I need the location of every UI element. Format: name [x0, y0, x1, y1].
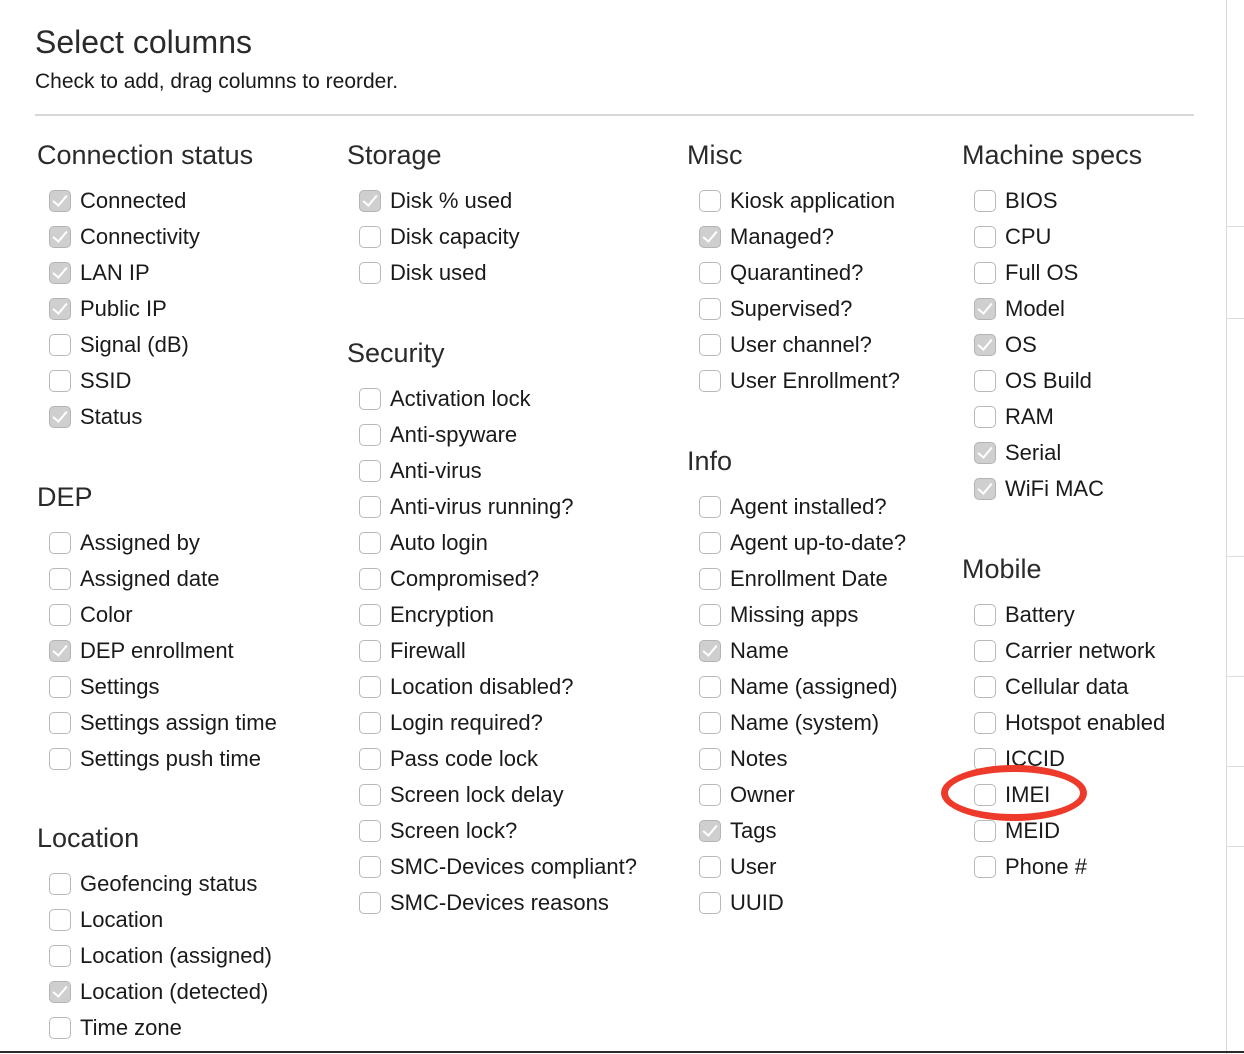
- checkbox[interactable]: [49, 981, 71, 1003]
- column-option-compromised[interactable]: [359, 561, 637, 597]
- checkbox[interactable]: [974, 478, 996, 500]
- checkbox[interactable]: [49, 370, 71, 392]
- group-mobile: [962, 552, 1166, 879]
- checkbox[interactable]: [699, 298, 721, 320]
- column-option-label: Pass code lock: [390, 746, 538, 771]
- checkbox[interactable]: [974, 298, 996, 320]
- checkbox[interactable]: [49, 334, 71, 356]
- column-option-disk-used[interactable]: [359, 183, 520, 219]
- checkbox[interactable]: [974, 784, 996, 806]
- checkbox[interactable]: [359, 892, 381, 914]
- column-option-label: Name (system): [730, 710, 880, 735]
- checkbox[interactable]: [359, 784, 381, 806]
- panel-divider: [1227, 676, 1244, 677]
- checkbox[interactable]: [49, 873, 71, 895]
- column-option-user-channel[interactable]: [699, 327, 900, 363]
- column-option-label: Notes: [730, 746, 788, 771]
- column-option-signal-db[interactable]: [49, 327, 200, 363]
- dialog-title: Select columns: [35, 24, 252, 60]
- checkbox[interactable]: [974, 262, 996, 284]
- checkbox[interactable]: [49, 190, 71, 212]
- checkbox[interactable]: [699, 856, 721, 878]
- checkbox[interactable]: [49, 748, 71, 770]
- column-option-dep-enrollment[interactable]: [49, 633, 277, 669]
- column-option-label: Activation lock: [390, 386, 531, 411]
- column-list: [699, 489, 906, 921]
- column-option-label: Owner: [730, 782, 795, 807]
- column-list: [974, 597, 1165, 885]
- group-title: Connection status: [37, 140, 254, 170]
- column-option-wifi-mac[interactable]: [974, 471, 1104, 507]
- column-option-assigned-date[interactable]: [49, 561, 277, 597]
- column-option-cpu[interactable]: [974, 219, 1104, 255]
- group-storage: [347, 138, 520, 285]
- column-option-smc-devices-reasons[interactable]: [359, 885, 637, 921]
- column-option-label: Carrier network: [1005, 638, 1156, 663]
- checkbox[interactable]: [49, 604, 71, 626]
- column-option-agent-up-to-date[interactable]: [699, 525, 906, 561]
- column-option-os[interactable]: [974, 327, 1104, 363]
- column-option-label: Geofencing status: [80, 871, 258, 896]
- column-option-label: Login required?: [390, 710, 543, 735]
- column-option-label: MEID: [1005, 818, 1060, 843]
- column-option-anti-spyware[interactable]: [359, 417, 637, 453]
- group-title: Misc: [687, 140, 743, 170]
- checkbox[interactable]: [49, 640, 71, 662]
- column-option-pass-code-lock[interactable]: [359, 741, 637, 777]
- column-option-notes[interactable]: [699, 741, 906, 777]
- column-option-connectivity[interactable]: [49, 219, 200, 255]
- dialog-subtitle: Check to add, drag columns to reorder.: [35, 70, 399, 93]
- column-option-connected[interactable]: [49, 183, 200, 219]
- column-list: [49, 866, 272, 1046]
- column-option-label: Phone #: [1005, 854, 1087, 879]
- checkbox[interactable]: [699, 640, 721, 662]
- checkbox[interactable]: [49, 532, 71, 554]
- column-option-model[interactable]: [974, 291, 1104, 327]
- checkbox[interactable]: [699, 820, 721, 842]
- column-option-label: Settings assign time: [80, 710, 277, 735]
- checkbox[interactable]: [49, 945, 71, 967]
- column-option-label: User: [730, 854, 777, 879]
- checkbox[interactable]: [359, 424, 381, 446]
- checkbox[interactable]: [699, 712, 721, 734]
- column-option-battery[interactable]: [974, 597, 1165, 633]
- checkbox[interactable]: [699, 604, 721, 626]
- column-list: [49, 525, 277, 777]
- checkbox[interactable]: [49, 262, 71, 284]
- column-option-label: SMC-Devices compliant?: [390, 854, 637, 879]
- column-option-label: Encryption: [390, 602, 494, 627]
- bottom-border: [0, 1051, 1244, 1053]
- panel-divider: [1227, 226, 1244, 227]
- column-option-assigned-by[interactable]: [49, 525, 277, 561]
- column-option-carrier-network[interactable]: [974, 633, 1165, 669]
- column-option-encryption[interactable]: [359, 597, 637, 633]
- column-option-label: Kiosk application: [730, 188, 896, 213]
- checkbox[interactable]: [974, 370, 996, 392]
- column-option-anti-virus[interactable]: [359, 453, 637, 489]
- group-title: Mobile: [962, 554, 1042, 584]
- checkbox[interactable]: [49, 712, 71, 734]
- checkbox[interactable]: [49, 298, 71, 320]
- checkbox[interactable]: [974, 712, 996, 734]
- column-option-label: Battery: [1005, 602, 1075, 627]
- checkbox[interactable]: [49, 226, 71, 248]
- column-option-label: Anti-virus: [390, 458, 482, 483]
- checkbox[interactable]: [699, 334, 721, 356]
- column-option-location[interactable]: [49, 902, 272, 938]
- checkbox[interactable]: [699, 496, 721, 518]
- panel-divider: [1227, 846, 1244, 847]
- column-option-label: Public IP: [80, 296, 167, 321]
- column-option-label: Enrollment Date: [730, 566, 888, 591]
- column-option-iccid[interactable]: [974, 741, 1165, 777]
- checkbox[interactable]: [699, 190, 721, 212]
- checkbox[interactable]: [699, 262, 721, 284]
- checkbox[interactable]: [49, 568, 71, 590]
- checkbox[interactable]: [359, 820, 381, 842]
- column-option-time-zone[interactable]: [49, 1010, 272, 1046]
- checkbox[interactable]: [974, 604, 996, 626]
- column-option-settings-push-time[interactable]: [49, 741, 277, 777]
- column-option-label: Settings: [80, 674, 160, 699]
- checkbox[interactable]: [974, 676, 996, 698]
- column-option-settings[interactable]: [49, 669, 277, 705]
- checkbox[interactable]: [359, 712, 381, 734]
- column-option-owner[interactable]: [699, 777, 906, 813]
- column-option-location-disabled[interactable]: [359, 669, 637, 705]
- column-option-serial[interactable]: [974, 435, 1104, 471]
- column-option-firewall[interactable]: [359, 633, 637, 669]
- column-option-os-build[interactable]: [974, 363, 1104, 399]
- column-option-location-detected[interactable]: [49, 974, 272, 1010]
- column-option-imei[interactable]: [974, 777, 1165, 813]
- column-option-kiosk-application[interactable]: [699, 183, 900, 219]
- column-option-tags[interactable]: [699, 813, 906, 849]
- checkbox[interactable]: [359, 532, 381, 554]
- column-option-disk-capacity[interactable]: [359, 219, 520, 255]
- column-option-status[interactable]: [49, 399, 200, 435]
- column-option-label: IMEI: [1005, 782, 1051, 807]
- column-option-managed[interactable]: [699, 219, 900, 255]
- column-option-label: Auto login: [390, 530, 488, 555]
- column-option-label: Screen lock delay: [390, 782, 564, 807]
- column-option-label: Color: [80, 602, 133, 627]
- group-machine-specs: [962, 138, 1143, 501]
- column-option-label: Settings push time: [80, 746, 261, 771]
- column-option-label: Quarantined?: [730, 260, 864, 285]
- checkbox[interactable]: [974, 820, 996, 842]
- column-option-bios[interactable]: [974, 183, 1104, 219]
- column-option-label: Agent up-to-date?: [730, 530, 907, 555]
- checkbox[interactable]: [49, 676, 71, 698]
- column-list: [699, 183, 900, 399]
- column-option-label: Firewall: [390, 638, 466, 663]
- column-option-label: Compromised?: [390, 566, 540, 591]
- checkbox[interactable]: [699, 748, 721, 770]
- column-option-cellular-data[interactable]: [974, 669, 1165, 705]
- checkbox[interactable]: [359, 604, 381, 626]
- checkbox[interactable]: [974, 748, 996, 770]
- column-option-label: Disk used: [390, 260, 487, 285]
- group-connection-status: [37, 138, 254, 429]
- column-option-label: Managed?: [730, 224, 834, 249]
- column-option-lan-ip[interactable]: [49, 255, 200, 291]
- column-option-anti-virus-running[interactable]: [359, 489, 637, 525]
- column-option-label: LAN IP: [80, 260, 150, 285]
- column-option-label: Time zone: [80, 1015, 182, 1040]
- checkbox[interactable]: [359, 460, 381, 482]
- column-option-label: WiFi MAC: [1005, 476, 1104, 501]
- column-option-label: Serial: [1005, 440, 1062, 465]
- column-option-label: Disk % used: [390, 188, 513, 213]
- group-misc: [687, 138, 900, 393]
- column-option-label: User Enrollment?: [730, 368, 900, 393]
- column-option-login-required[interactable]: [359, 705, 637, 741]
- column-option-disk-used[interactable]: [359, 255, 520, 291]
- column-option-label: Status: [80, 404, 143, 429]
- checkbox[interactable]: [699, 676, 721, 698]
- column-option-label: CPU: [1005, 224, 1052, 249]
- checkbox[interactable]: [974, 334, 996, 356]
- checkbox[interactable]: [359, 676, 381, 698]
- column-option-label: Supervised?: [730, 296, 853, 321]
- column-option-supervised[interactable]: [699, 291, 900, 327]
- group-info: [687, 444, 907, 915]
- column-option-label: User channel?: [730, 332, 872, 357]
- column-option-name-assigned[interactable]: [699, 669, 906, 705]
- checkbox[interactable]: [359, 640, 381, 662]
- group-title: Location: [37, 823, 140, 853]
- column-option-label: OS: [1005, 332, 1037, 357]
- checkbox[interactable]: [974, 406, 996, 428]
- checkbox[interactable]: [49, 406, 71, 428]
- checkbox[interactable]: [359, 748, 381, 770]
- panel-divider: [1227, 766, 1244, 767]
- column-option-ssid[interactable]: [49, 363, 200, 399]
- column-option-label: SSID: [80, 368, 132, 393]
- checkbox[interactable]: [49, 909, 71, 931]
- column-option-phone[interactable]: [974, 849, 1165, 885]
- group-title: Security: [347, 338, 445, 368]
- column-option-settings-assign-time[interactable]: [49, 705, 277, 741]
- checkbox[interactable]: [699, 532, 721, 554]
- column-option-label: SMC-Devices reasons: [390, 890, 609, 915]
- checkbox[interactable]: [359, 190, 381, 212]
- column-option-full-os[interactable]: [974, 255, 1104, 291]
- column-option-hotspot-enabled[interactable]: [974, 705, 1165, 741]
- column-option-screen-lock[interactable]: [359, 813, 637, 849]
- group-dep: [37, 480, 277, 771]
- header-divider: [35, 114, 1194, 116]
- column-option-label: Signal (dB): [80, 332, 189, 357]
- column-option-agent-installed[interactable]: [699, 489, 906, 525]
- checkbox[interactable]: [974, 856, 996, 878]
- group-title: DEP: [37, 482, 93, 512]
- group-location: [37, 821, 273, 1040]
- column-option-public-ip[interactable]: [49, 291, 200, 327]
- checkbox[interactable]: [359, 568, 381, 590]
- column-option-color[interactable]: [49, 597, 277, 633]
- column-option-auto-login[interactable]: [359, 525, 637, 561]
- checkbox[interactable]: [699, 226, 721, 248]
- checkbox[interactable]: [699, 784, 721, 806]
- column-option-uuid[interactable]: [699, 885, 906, 921]
- checkbox[interactable]: [974, 640, 996, 662]
- checkbox[interactable]: [974, 442, 996, 464]
- column-option-label: Missing apps: [730, 602, 859, 627]
- column-option-missing-apps[interactable]: [699, 597, 906, 633]
- checkbox[interactable]: [359, 856, 381, 878]
- column-option-enrollment-date[interactable]: [699, 561, 906, 597]
- column-option-label: Anti-virus running?: [390, 494, 574, 519]
- column-option-label: Anti-spyware: [390, 422, 518, 447]
- checkbox[interactable]: [699, 370, 721, 392]
- column-option-label: Location (detected): [80, 979, 269, 1004]
- column-option-user-enrollment[interactable]: [699, 363, 900, 399]
- column-option-meid[interactable]: [974, 813, 1165, 849]
- column-option-label: Model: [1005, 296, 1065, 321]
- column-option-label: RAM: [1005, 404, 1054, 429]
- column-list: [359, 183, 520, 291]
- column-option-label: BIOS: [1005, 188, 1058, 213]
- group-title: Storage: [347, 140, 442, 170]
- checkbox[interactable]: [974, 226, 996, 248]
- column-option-label: Location disabled?: [390, 674, 574, 699]
- checkbox[interactable]: [359, 388, 381, 410]
- column-option-activation-lock[interactable]: [359, 381, 637, 417]
- column-option-label: Agent installed?: [730, 494, 887, 519]
- column-option-label: Assigned date: [80, 566, 220, 591]
- column-option-label: Location (assigned): [80, 943, 273, 968]
- checkbox[interactable]: [359, 496, 381, 518]
- group-title: Machine specs: [962, 140, 1143, 170]
- column-option-label: Name (assigned): [730, 674, 898, 699]
- column-option-label: ICCID: [1005, 746, 1065, 771]
- column-option-label: Cellular data: [1005, 674, 1129, 699]
- column-option-quarantined[interactable]: [699, 255, 900, 291]
- column-option-label: Screen lock?: [390, 818, 518, 843]
- column-option-label: Disk capacity: [390, 224, 520, 249]
- column-option-screen-lock-delay[interactable]: [359, 777, 637, 813]
- checkbox[interactable]: [974, 190, 996, 212]
- column-option-user[interactable]: [699, 849, 906, 885]
- column-option-geofencing-status[interactable]: [49, 866, 272, 902]
- column-list: [49, 183, 200, 435]
- column-option-label: Tags: [730, 818, 777, 843]
- column-option-label: Hotspot enabled: [1005, 710, 1166, 735]
- column-option-name-system[interactable]: [699, 705, 906, 741]
- column-option-label: Assigned by: [80, 530, 200, 555]
- column-list: [359, 381, 637, 921]
- checkbox[interactable]: [699, 568, 721, 590]
- checkbox[interactable]: [699, 892, 721, 914]
- column-option-label: OS Build: [1005, 368, 1092, 393]
- checkbox[interactable]: [359, 262, 381, 284]
- checkbox[interactable]: [49, 1017, 71, 1039]
- column-option-label: Connectivity: [80, 224, 200, 249]
- panel-divider: [1227, 556, 1244, 557]
- column-option-location-assigned[interactable]: [49, 938, 272, 974]
- column-option-label: Name: [730, 638, 789, 663]
- column-option-label: UUID: [730, 890, 784, 915]
- group-security: [347, 336, 637, 915]
- column-option-label: Location: [80, 907, 164, 932]
- column-list: [974, 183, 1104, 507]
- column-option-label: Full OS: [1005, 260, 1079, 285]
- column-option-label: DEP enrollment: [80, 638, 234, 663]
- column-option-name[interactable]: [699, 633, 906, 669]
- background-panel-edge: [1226, 0, 1244, 1054]
- column-option-label: Connected: [80, 188, 187, 213]
- checkbox[interactable]: [359, 226, 381, 248]
- column-option-smc-devices-compliant[interactable]: [359, 849, 637, 885]
- group-title: Info: [687, 446, 733, 476]
- column-option-ram[interactable]: [974, 399, 1104, 435]
- panel-divider: [1227, 318, 1244, 319]
